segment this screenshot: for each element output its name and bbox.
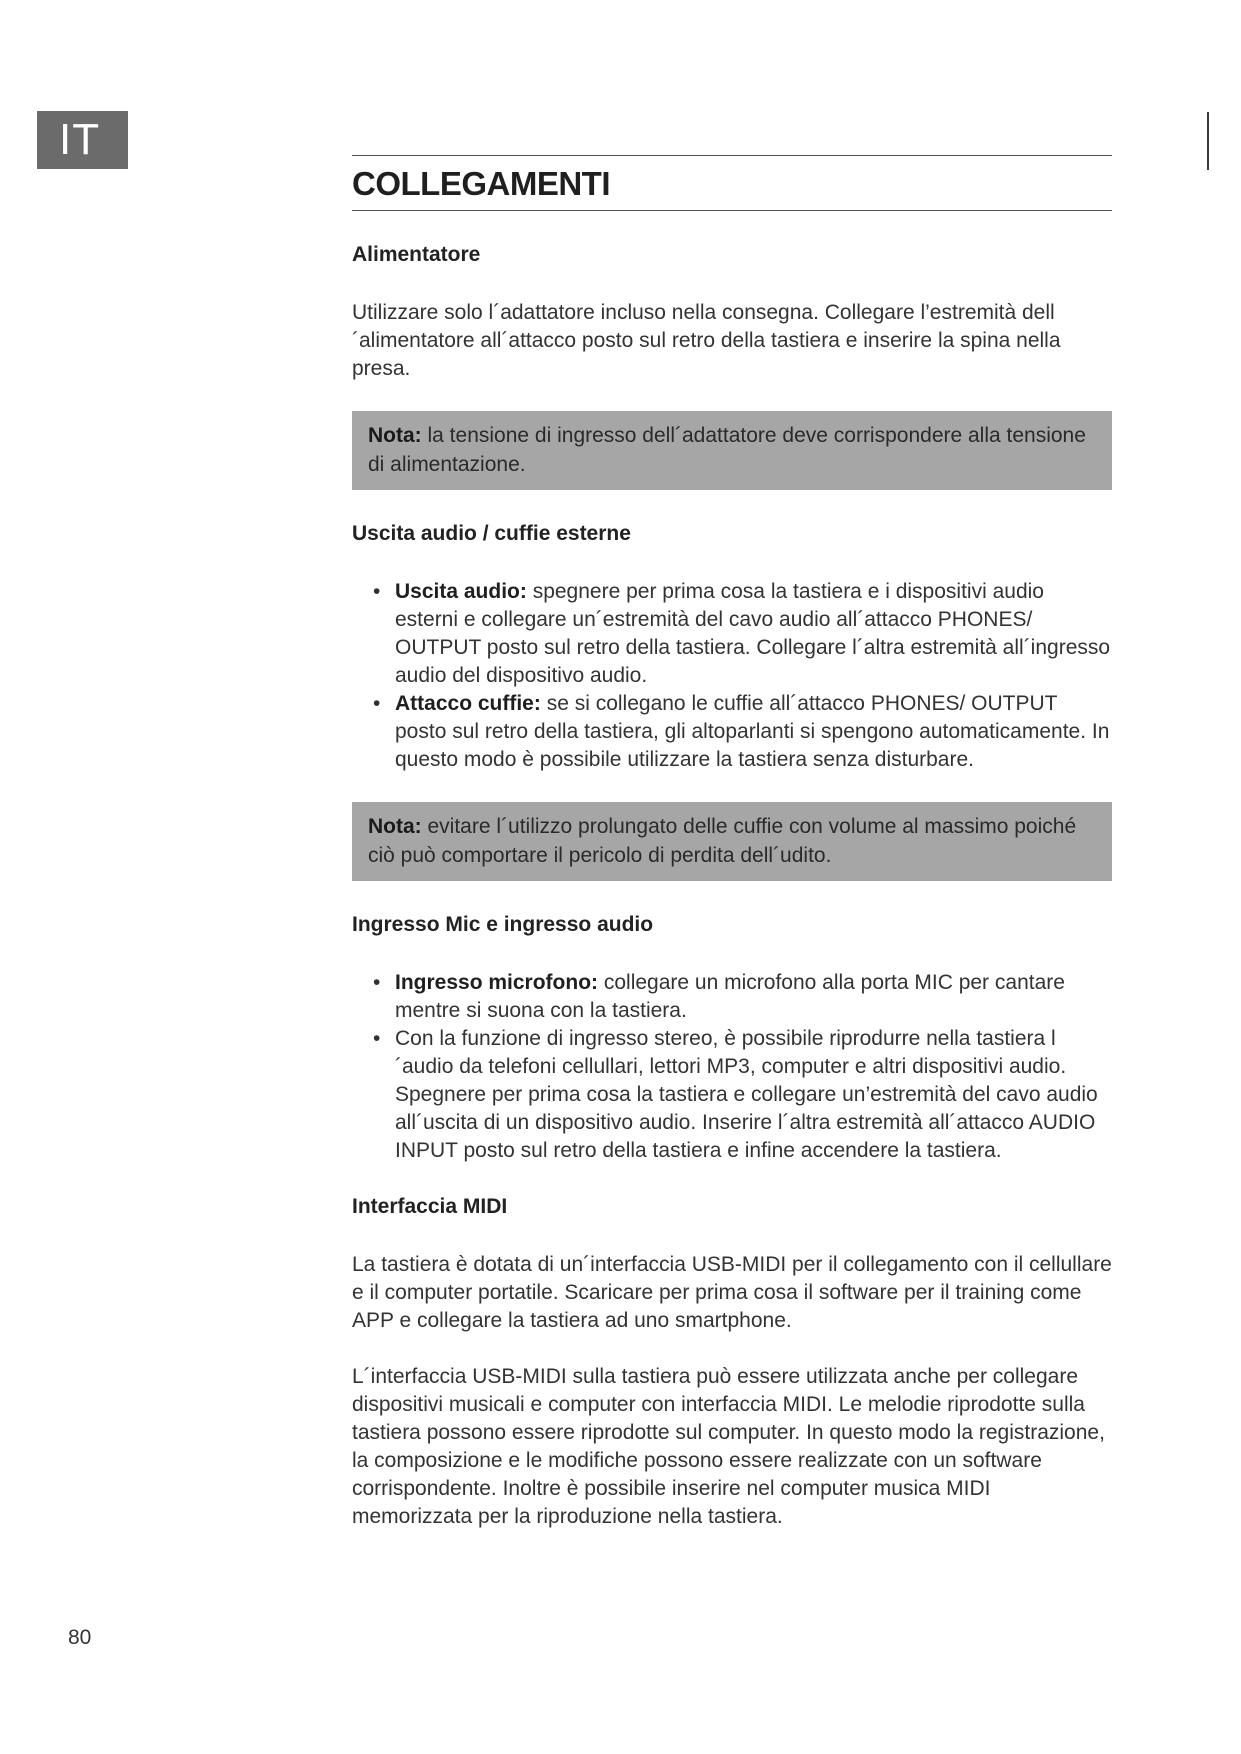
list-item — [352, 969, 1112, 1025]
section-heading-power: Alimentatore — [352, 243, 481, 266]
bullet-icon: • — [373, 580, 381, 603]
list-item-label: Attacco cuffie: — [395, 692, 541, 715]
bullet-icon: • — [373, 971, 381, 994]
list-item-text: Con la funzione di ingresso stereo, è possibile riprodurre nella tastiera l´audio da telefoni cellullari, lettori MP3, computer e altri dispositivi audio. Spegnere per prima cosa la tastiera e collegare un’estremità del cavo audio all´uscita di un dispositivo audio. Inserire l´altra estremità all´attacco AUDIO INPUT posto sul retro della tastiera e infine accendere la tastiera. — [395, 1027, 1098, 1162]
list-item — [352, 578, 1112, 690]
list-item-text: collegare un microfono alla porta MIC per cantare mentre si suona con la tastiera. — [395, 971, 1065, 1022]
note-text: la tensione di ingresso dell´adattatore deve corrispondere alla tensione di alimentazione. — [368, 424, 1086, 476]
note-label: Nota: — [368, 815, 422, 838]
note-text: evitare l´utilizzo prolungato delle cuffie con volume al massimo poiché ciò può comportare il pericolo di perdita dell´udito. — [368, 815, 1077, 867]
list-item — [352, 1025, 1112, 1165]
audio-out-list — [352, 578, 1112, 774]
midi-paragraph-2: L´interfaccia USB-MIDI sulla tastiera può essere utilizzata anche per collegare dispositivi musicali e computer con interfaccia MIDI. Le melodie riprodotte sulla tastiera possono essere riprodotte sul computer. In questo modo la registrazione, la composizione e le modifiche possono essere realizzate con un software corrispondente. Inoltre è possibile inserire nel computer musica MIDI memorizzata per la riproduzione nella tastiera. — [352, 1365, 1105, 1528]
section-heading-midi: Interfaccia MIDI — [352, 1195, 508, 1218]
page-title: COLLEGAMENTI — [352, 165, 610, 202]
power-paragraph: Utilizzare solo l´adattatore incluso nella consegna. Collegare l’estremità dell´alimentatore all´attacco posto sul retro della tastiera e inserire la spina nella presa. — [352, 301, 1061, 380]
list-item-text: se si collegano le cuffie all´attacco PHONES/ OUTPUT posto sul retro della tastiera, gli altoparlanti si spengono automaticamente. In questo modo è possibile utilizzare la tastiera senza disturbare. — [395, 692, 1110, 771]
crop-mark — [1207, 112, 1209, 170]
list-item-text: spegnere per prima cosa la tastiera e i dispositivi audio esterni e collegare un´estremità del cavo audio all´attacco PHONES/ OUTPUT posto sul retro della tastiera. Collegare l´altra estremità all´ingresso audio del dispositivo audio. — [395, 580, 1111, 687]
list-item-label: Ingresso microfono: — [395, 971, 599, 994]
bullet-icon: • — [373, 692, 381, 715]
bullet-icon: • — [373, 1027, 381, 1050]
language-tab: IT — [37, 111, 128, 169]
section-heading-mic-in: Ingresso Mic e ingresso audio — [352, 913, 654, 936]
title-rule-bottom — [352, 210, 1112, 211]
headphones-note — [352, 802, 1112, 881]
page-content — [352, 155, 1112, 1559]
note-label: Nota: — [368, 424, 422, 447]
power-note — [352, 411, 1112, 490]
list-item-label: Uscita audio: — [395, 580, 527, 603]
title-rule-top — [352, 155, 1112, 156]
section-heading-audio-out: Uscita audio / cuffie esterne — [352, 522, 631, 545]
list-item — [352, 690, 1112, 774]
mic-in-list — [352, 969, 1112, 1165]
midi-paragraph-1: La tastiera è dotata di un´interfaccia USB-MIDI per il collegamento con il cellullare e il computer portatile. Scaricare per prima cosa il software per il training come APP e collegare la tastiera ad uno smartphone. — [352, 1253, 1112, 1332]
page-number: 80 — [68, 1626, 92, 1649]
